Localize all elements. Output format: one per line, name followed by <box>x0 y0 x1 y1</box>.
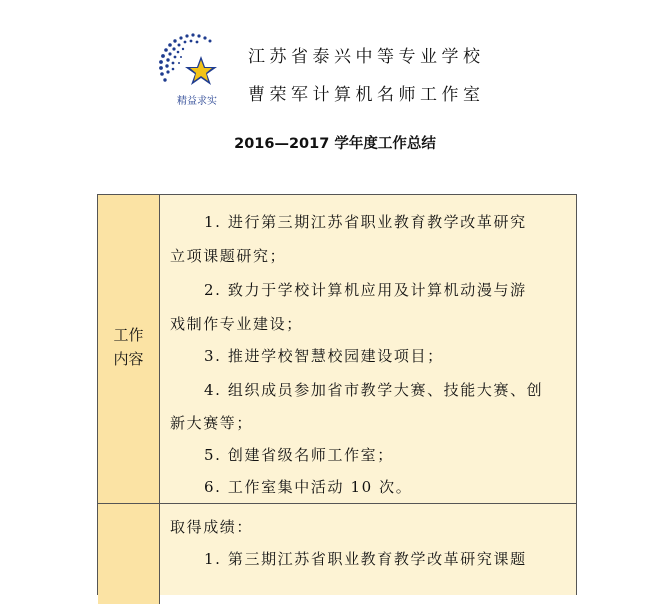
content-line: 取得成绩： <box>170 518 254 536</box>
content-line: 2. 致力于学校计算机应用及计算机动漫与游 <box>204 281 527 299</box>
row-content-cell <box>160 504 576 604</box>
content-line: 3. 推进学校智慧校园建设项目； <box>204 347 444 365</box>
row-label <box>98 323 159 371</box>
row-content-cell <box>160 195 576 503</box>
content-line: 5. 创建省级名师工作室； <box>204 446 394 464</box>
content-line: 6. 工作室集中活动 10 次。 <box>204 478 413 496</box>
content-line: 4. 组织成员参加省市教学大赛、技能大赛、创 <box>204 381 544 399</box>
row-label-line: 内容 <box>113 350 144 368</box>
content-line: 1. 进行第三期江苏省职业教育教学改革研究 <box>204 213 527 231</box>
row-label-cell <box>98 504 160 604</box>
studio-name: 曹荣军计算机名师工作室 <box>248 85 485 105</box>
logo-motto: 精益求实 <box>177 96 217 107</box>
table-row-work-content <box>98 195 576 504</box>
content-line: 新大赛等； <box>170 414 254 432</box>
content-line: 戏制作专业建设； <box>170 315 303 333</box>
row-label-cell <box>98 195 160 503</box>
table-row-achievements <box>98 504 576 604</box>
page-title: 2016—2017 学年度工作总结 <box>234 136 436 152</box>
content-line: 立项课题研究； <box>170 247 287 265</box>
school-name: 江苏省泰兴中等专业学校 <box>248 47 485 67</box>
row-label-line: 工作 <box>113 326 144 344</box>
document-header <box>0 0 670 120</box>
school-logo <box>155 30 231 110</box>
summary-table <box>97 194 577 595</box>
content-line: 1. 第三期江苏省职业教育教学改革研究课题 <box>204 550 527 568</box>
